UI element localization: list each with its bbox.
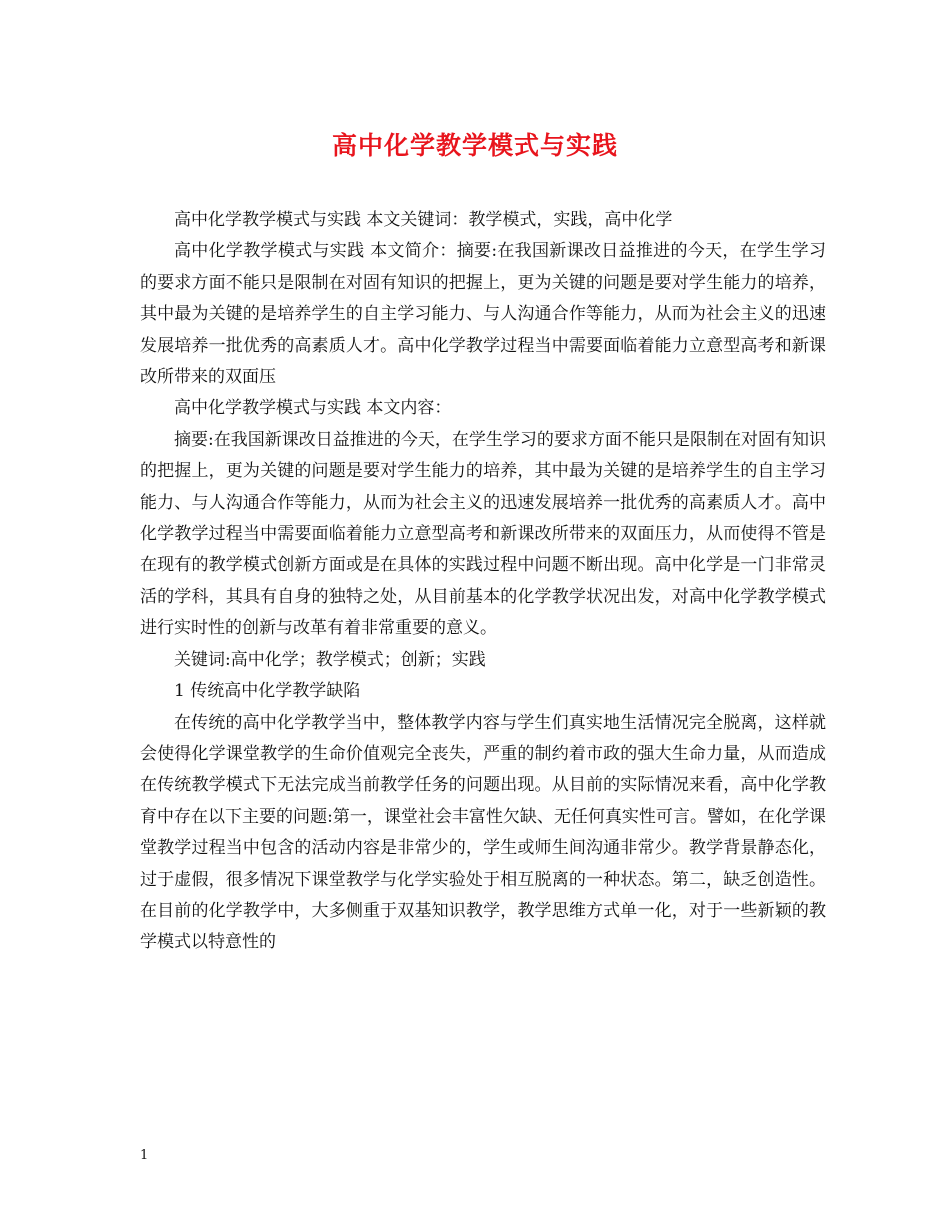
content-heading: 高中化学教学模式与实践 本文内容： [174,398,452,419]
document-title: 高中化学教学模式与实践 [331,131,618,160]
section-heading: 1 传统高中化学教学缺陷 [174,681,361,702]
keywords-paragraph: 关键词:高中化学；教学模式；创新；实践 [174,649,486,670]
body-paragraph: 在传统的高中化学教学当中，整体教学内容与学生们真实地生活情况完全脱离，这样就会使得化学课堂教学的生命价值观完全丧失，严重的制约着市政的强大生命力量，从而造成在传统教学模式下无法完成当前教学任务的问题出现。从目前的实际情况来看，高中化学教育中存在以下主要的问题:第一，课堂社会丰富性欠缺、无任何真实性可言。譬如，在化学课堂教学过程当中包含的活动内容是非常少的，学生或师生间沟通非常少。教学背景静态化，过于虚假，很多情况下课堂教学与化学实验处于相互脱离的一种状态。第二，缺乏创造性。在目前的化学教学中，大多侧重于双基知识教学，教学思维方式单一化，对于一些新颖的教学模式以特意性的 [140,712,826,953]
document-body [140,205,826,959]
abstract-paragraph: 摘要:在我国新课改日益推进的今天，在学生学习的要求方面不能只是限制在对固有知识的把握上，更为关键的问题是要对学生能力的培养，其中最为关键的是培养学生的自主学习能力、与人沟通合作等能力，从而为社会主义的迅速发展培养一批优秀的高素质人才。高中化学教学过程当中需要面临着能力立意型高考和新课改所带来的双面压力，从而使得不管是在现有的教学模式创新方面或是在具体的实践过程中问题不断出现。高中化学是一门非常灵活的学科，其具有自身的独特之处，从目前基本的化学教学状况出发，对高中化学教学模式进行实时性的创新与改革有着非常重要的意义。 [140,429,826,639]
keywords-line: 高中化学教学模式与实践 本文关键词：教学模式，实践，高中化学 [174,210,673,230]
page-number: 1 [140,1148,149,1163]
summary-paragraph: 高中化学教学模式与实践 本文简介：摘要:在我国新课改日益推进的今天，在学生学习的要求方面不能只是限制在对固有知识的把握上，更为关键的问题是要对学生能力的培养，其中最为关键的是培养学生的自主学习能力、与人沟通合作等能力，从而为社会主义的迅速发展培养一批优秀的高素质人才。高中化学教学过程当中需要面临着能力立意型高考和新课改所带来的双面压 [140,241,826,388]
